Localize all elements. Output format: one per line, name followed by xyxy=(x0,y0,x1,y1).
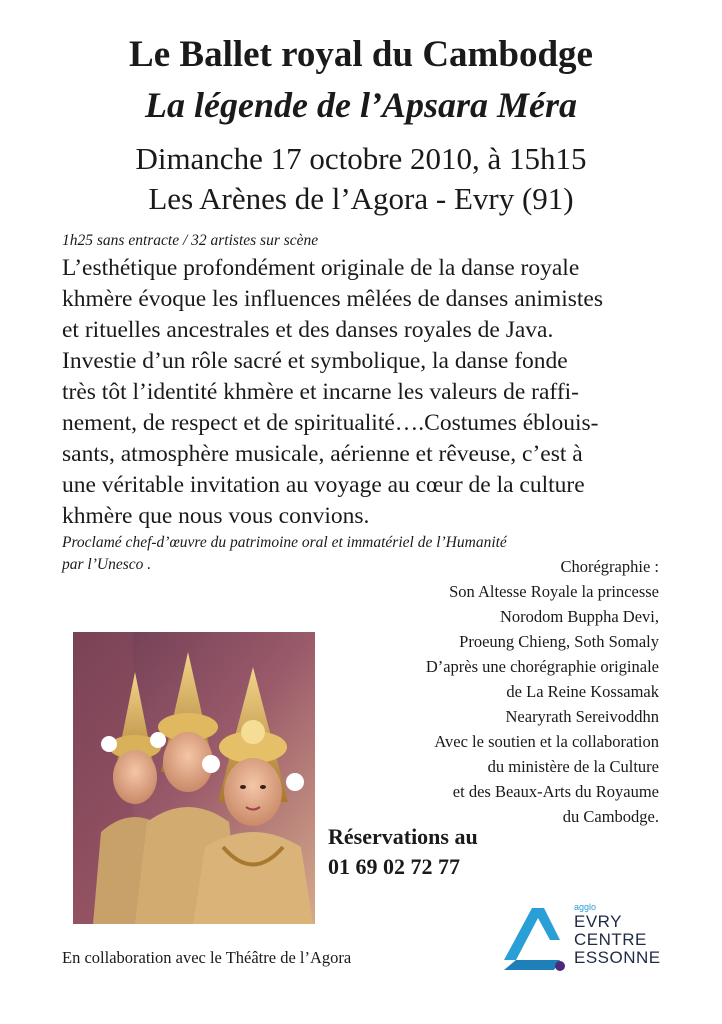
collaboration-note: En collaboration avec le Théâtre de l’Agora xyxy=(62,948,352,967)
credits-line: Proeung Chieng, Soth Somaly xyxy=(459,632,659,651)
unesco-line: par l’Unesco . xyxy=(62,556,152,573)
description-line: khmère évoque les influences mêlées de danses animistes xyxy=(62,286,603,312)
description-line: et rituelles ancestrales et des danses royales de Java. xyxy=(62,317,554,343)
poster-title: Le Ballet royal du Cambodge xyxy=(129,34,593,75)
dancers-photo xyxy=(73,632,315,924)
logo-agglo-text: agglo xyxy=(574,902,597,912)
description-line: une véritable invitation au voyage au cœur de la culture xyxy=(62,472,585,498)
event-venue: Les Arènes de l’Agora - Evry (91) xyxy=(148,181,574,216)
logo-name xyxy=(574,913,661,967)
logo-line: CENTRE xyxy=(574,930,647,949)
description-paragraph xyxy=(62,253,662,532)
description-line: très tôt l’identité khmère et incarne les valeurs de raffi- xyxy=(62,379,579,405)
reservation-block xyxy=(328,822,478,882)
credits-line: et des Beaux-Arts du Royaume xyxy=(452,782,659,801)
credits-line: Nearyrath Sereivoddhn xyxy=(505,707,659,726)
dancers-illustration xyxy=(73,632,315,924)
credits-line: Norodom Buppha Devi, xyxy=(499,607,659,626)
evry-centre-essonne-logo xyxy=(498,900,668,974)
description-line: sants, atmosphère musicale, aérienne et rêveuse, c’est à xyxy=(62,441,583,467)
description-line: nement, de respect et de spiritualité….Costumes éblouis- xyxy=(62,410,599,436)
reservation-label: Réservations au xyxy=(328,824,478,849)
description-line: khmère que nous vous convions. xyxy=(62,503,370,529)
reservation-phone: 01 69 02 72 77 xyxy=(328,854,460,879)
credits-block xyxy=(330,554,659,829)
poster-subtitle: La légende de l’Apsara Méra xyxy=(145,85,577,125)
unesco-line: Proclamé chef-d’œuvre du patrimoine oral et immatériel de l’Humanité xyxy=(62,534,507,551)
credits-line: du Cambodge. xyxy=(562,807,659,826)
description-line: Investie d’un rôle sacré et symbolique, la danse fonde xyxy=(62,348,568,374)
credits-line: D’après une chorégraphie originale xyxy=(425,657,659,676)
logo-mark-icon xyxy=(498,900,568,974)
event-date: Dimanche 17 octobre 2010, à 15h15 xyxy=(135,141,587,176)
credits-line: Avec le soutien et la collaboration xyxy=(434,732,659,751)
credits-line: Chorégraphie : xyxy=(560,557,659,576)
credits-line: Son Altesse Royale la princesse xyxy=(449,582,659,601)
description-line: L’esthétique profondément originale de la danse royale xyxy=(62,255,580,281)
logo-line: ESSONNE xyxy=(574,948,661,967)
credits-line: de La Reine Kossamak xyxy=(506,682,659,701)
duration-note: 1h25 sans entracte / 32 artistes sur scène xyxy=(62,232,319,249)
credits-line: du ministère de la Culture xyxy=(487,757,659,776)
logo-line: EVRY xyxy=(574,912,622,931)
